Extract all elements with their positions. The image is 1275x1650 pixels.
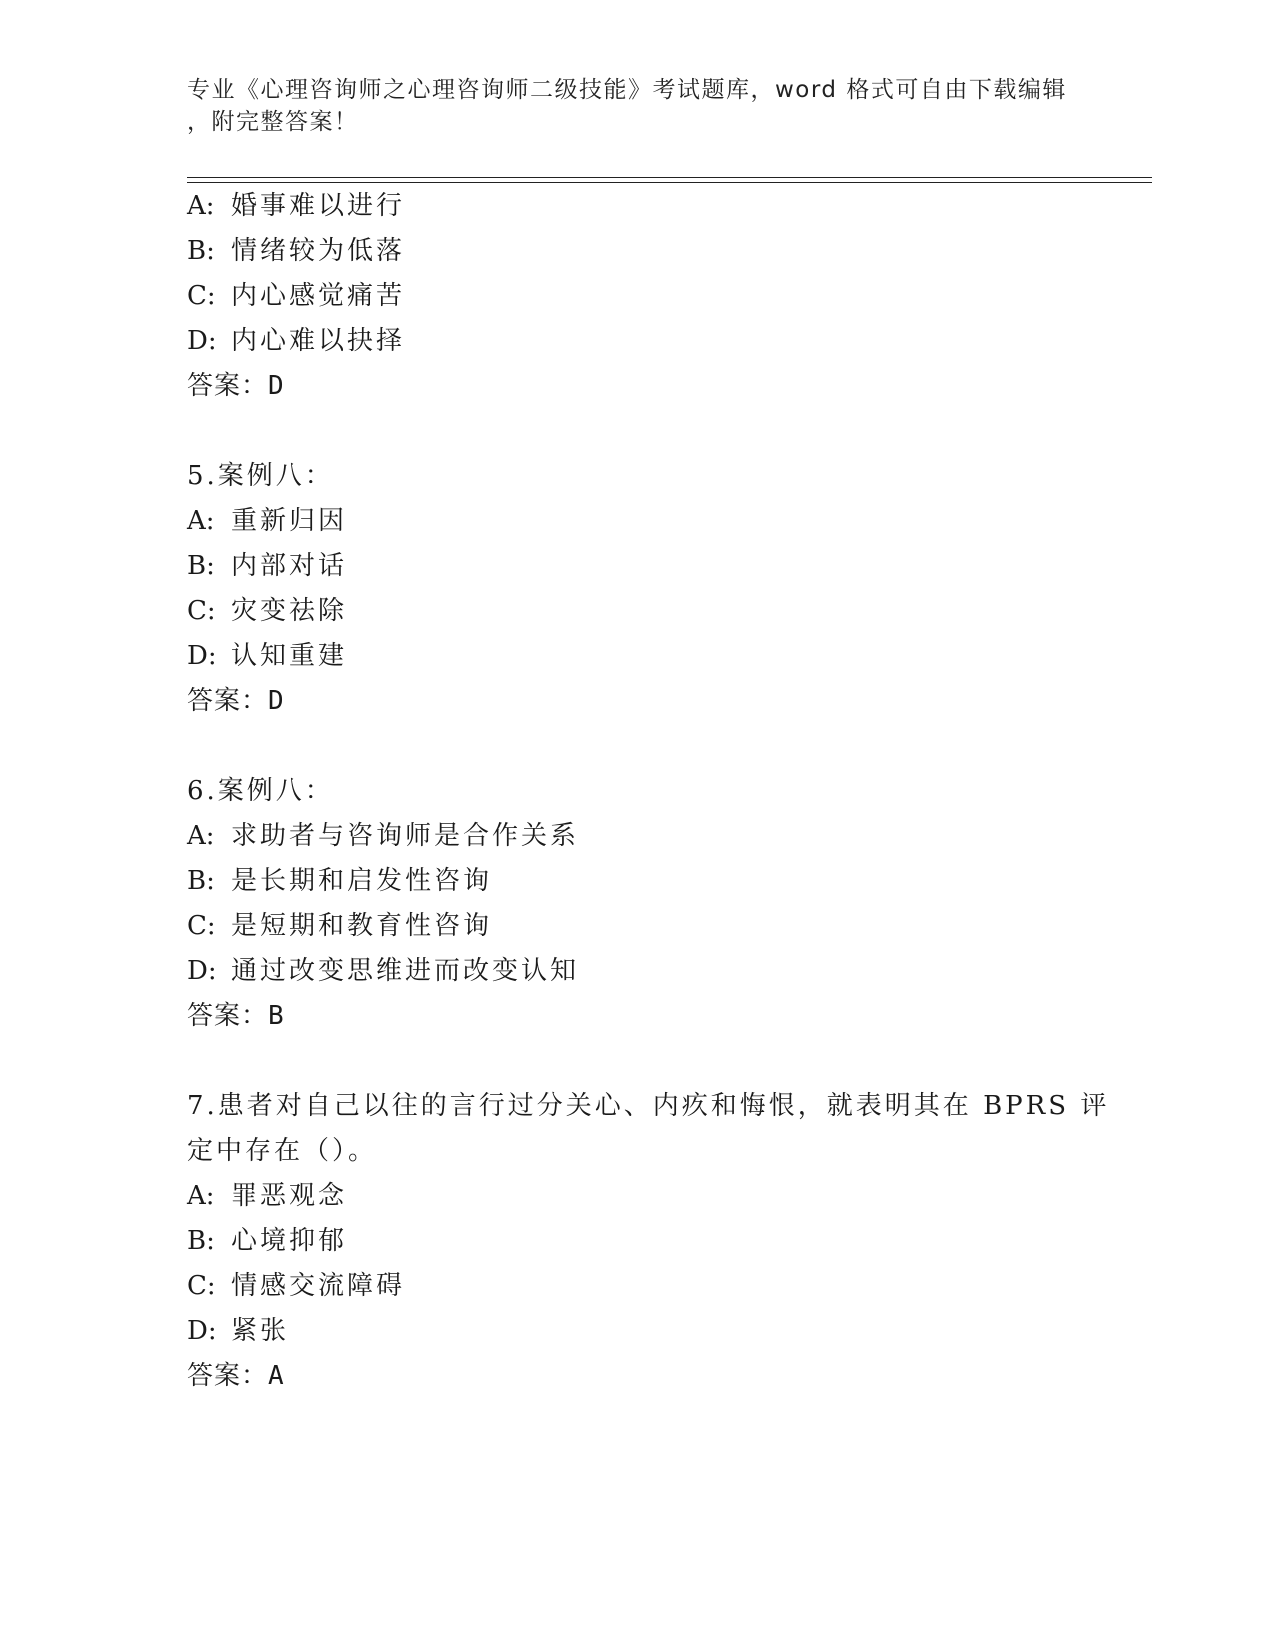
option-letter: B:: [187, 1226, 215, 1256]
q7-option-a: [187, 1180, 347, 1212]
option-letter: A:: [187, 191, 215, 221]
answer-label: 答案：: [187, 686, 269, 716]
q4-option-a: [187, 190, 405, 222]
answer-value: A: [268, 1361, 285, 1391]
option-letter: A:: [187, 821, 215, 851]
option-text: 内心难以抉择: [231, 326, 406, 356]
answer-label: 答案：: [187, 1001, 269, 1031]
q4-option-d: [187, 325, 405, 357]
q5-option-d: [187, 640, 347, 672]
option-text: 认知重建: [231, 641, 348, 671]
option-letter: C:: [187, 911, 216, 941]
option-letter: A:: [187, 1181, 215, 1211]
option-text: 紧张: [231, 1316, 290, 1346]
q4-option-c: [187, 280, 405, 312]
option-letter: C:: [187, 1271, 216, 1301]
q5-stem: 5.案例八：: [187, 461, 334, 491]
option-text: 内心感觉痛苦: [231, 281, 406, 311]
option-text: 是短期和教育性咨询: [231, 911, 493, 941]
option-text: 情感交流障碍: [231, 1271, 406, 1301]
option-letter: B:: [187, 236, 215, 266]
q5-option-a: [187, 505, 347, 537]
header-divider-top: [187, 177, 1152, 178]
header-divider-bottom: [187, 182, 1152, 183]
option-letter: B:: [187, 866, 215, 896]
option-letter: A:: [187, 506, 215, 536]
option-letter: D:: [187, 1316, 217, 1346]
option-text: 重新归因: [231, 506, 348, 536]
option-letter: C:: [187, 596, 216, 626]
option-text: 内部对话: [231, 551, 348, 581]
q7-stem-line-2: 定中存在（）。: [187, 1136, 378, 1166]
option-text: 心境抑郁: [231, 1226, 348, 1256]
q4-option-b: [187, 235, 405, 267]
q7-stem-line-1: 7.患者对自己以往的言行过分关心、内疚和悔恨，就表明其在 BPRS 评: [187, 1091, 1110, 1121]
document-header: [187, 74, 1087, 138]
q7-option-c: [187, 1270, 405, 1302]
option-text: 罪恶观念: [231, 1181, 348, 1211]
q5-option-b: [187, 550, 347, 582]
option-text: 婚事难以进行: [231, 191, 406, 221]
answer-value: D: [268, 686, 285, 716]
q7-option-b: [187, 1225, 347, 1257]
q5-answer: [187, 685, 285, 717]
option-letter: C:: [187, 281, 216, 311]
q6-stem: 6.案例八：: [187, 776, 334, 806]
q6-option-d: [187, 955, 579, 987]
answer-value: B: [268, 1001, 285, 1031]
answer-value: D: [268, 371, 285, 401]
q6-option-a: [187, 820, 579, 852]
option-text: 通过改变思维进而改变认知: [231, 956, 580, 986]
q6-option-c: [187, 910, 492, 942]
q6-answer: [187, 1000, 285, 1032]
answer-label: 答案：: [187, 371, 269, 401]
option-text: 情绪较为低落: [231, 236, 406, 266]
q6-option-b: [187, 865, 492, 897]
q4-answer: [187, 370, 285, 402]
option-letter: D:: [187, 956, 217, 986]
option-text: 灾变祛除: [231, 596, 348, 626]
option-text: 求助者与咨询师是合作关系: [231, 821, 580, 851]
option-letter: D:: [187, 326, 217, 356]
q5-option-c: [187, 595, 347, 627]
option-letter: D:: [187, 641, 217, 671]
option-letter: B:: [187, 551, 215, 581]
answer-label: 答案：: [187, 1361, 269, 1391]
q7-option-d: [187, 1315, 289, 1347]
q7-answer: [187, 1360, 285, 1392]
header-line-1: 专业《心理咨询师之心理咨询师二级技能》考试题库，word 格式可自由下载编辑: [187, 77, 1067, 103]
header-line-2: ，附完整答案！: [187, 109, 359, 135]
option-text: 是长期和启发性咨询: [231, 866, 493, 896]
